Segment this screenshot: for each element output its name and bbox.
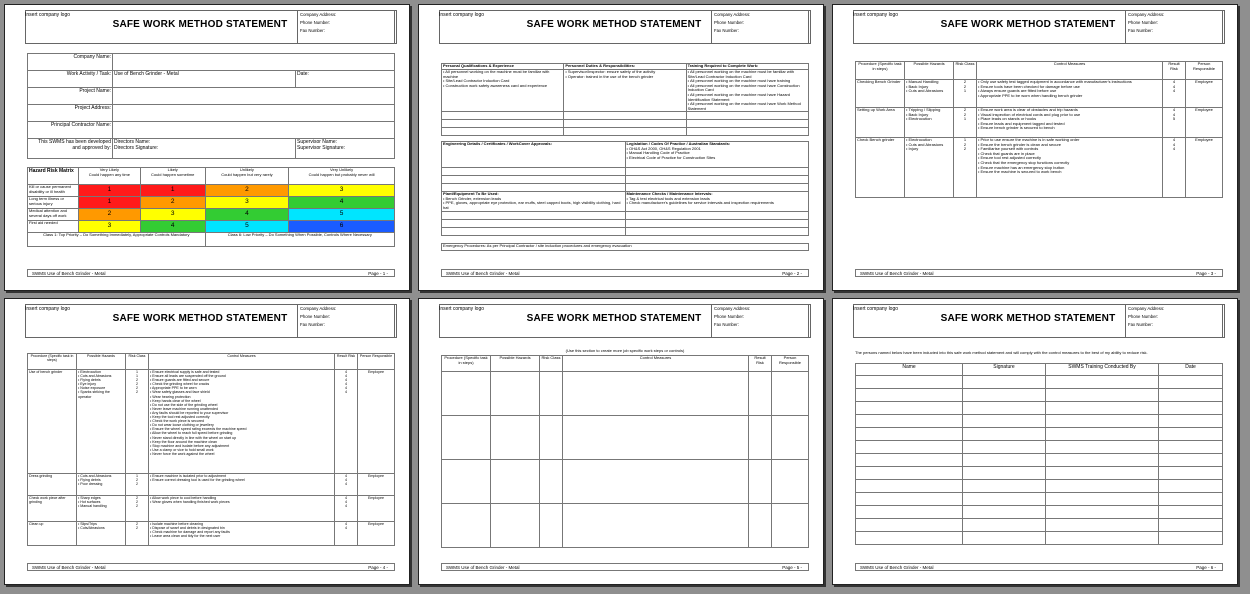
table-row	[856, 506, 1223, 519]
matrix-cell: 1	[140, 185, 205, 197]
logo-placeholder: Insert company logo	[853, 306, 899, 312]
table-row	[856, 402, 1223, 415]
table-row	[856, 441, 1223, 454]
matrix-cell: 5	[289, 209, 395, 221]
table-row	[856, 376, 1223, 389]
page-footer: SWMS Use of Bench Grinder - Metal Page - 1 -	[27, 269, 395, 277]
table-row: Use of bench grinder • Electrocution • Cuts and Abrasions • Flying debris • Eye injury • Noise exposure • Sparks striking the operator 1 1 2 2 2 2 • Ensure electrical supply is safe and tested • Ensure all leads are suspended off the ground • Ensure guards are fitted and secure • Check the grinding wheel for cracks • Appropriate PPE to be worn • Wear safety glasses and face shield • Wear hearing protection • Keep hands clear of the wheel • Do not use the side of the grinding wheel • Never leave machine running unattended • Any faults should be reported to your supervisor • Keep the tool rest adjusted correctly • Check the work piece is secured • Do not wear loose clothing or jewellery • Ensure the wheel speed rating exceeds the machine speed • Allow the wheel to reach full speed before grinding • Never stand directly in line with the wheel on start up • Keep the floor around the machine clean • Stop machine and isolate before any adjustment • Use a clamp or vice to hold small work • Never force the work against the wheel 4 4 4 4 4 4 Employee	[28, 370, 395, 474]
page-title: SAFE WORK METHOD STATEMENT	[526, 313, 702, 324]
table-row	[856, 389, 1223, 402]
page-footer: SWMS Use of Bench Grinder - Metal Page - 4 -	[27, 563, 395, 571]
matrix-cell: 5	[205, 221, 289, 233]
procedure-table: Procedure (Specific task in steps) Possible Hazards Risk Class Control Measures Result Risk Person Responsible	[441, 355, 809, 548]
logo-placeholder: Insert company logo	[439, 12, 485, 18]
project-details-table: Company Name: Work Activity / Task: Use of Bench Grinder - Metal Date: Project Name: Project Address: Principal Contractor Name: This SWMS has been developed and approved by: Directors Name: Directors Signature: Supervisor Name: Supervisor Signature:	[27, 53, 395, 159]
table-row	[856, 428, 1223, 441]
matrix-cell: 3	[289, 185, 395, 197]
matrix-cell: 3	[205, 197, 289, 209]
table-row	[442, 416, 809, 460]
procedure-table: Procedure (Specific task in steps) Possible Hazards Risk Class Control Measures Result Risk Person Responsible Checking Bench Grinder • Manual Handling • Back Injury • Cuts and Abrasions 2 2 1 • Only use safety test tagged equipment in accordance with manufacturer's instructions • Ensure tools have been checked for damage before use • Always ensure guards are fitted before use • Appropriate PPE to be worn when handling bench grinder 4 4 4 Employee Setting up Work Area • Tripping / Slipping • Back Injury • Electrocution 2 2 1 • Ensure work area is clear of obstacles and trip hazards • Visual inspection of electrical cords and plug prior to use • Place leads on stands or hooks • Ensure leads and equipment tagged and tested • Ensure bench grinder is secured to bench 4 4 5 Employee Check Bench grinder • Electrocution • Cuts and Abrasions • Injury 1 2 2 • Prior to use ensure the machine is in safe working order • Ensure the bench grinder is clean and secure • Familiarise yourself with controls • Check that guards are in place • Ensure tool rest adjusted correctly • Check that the emergency stop functions correctly • Ensure machine has an emergency stop button • Ensure the machine is secured to work bench 4 4 4 Employee	[855, 61, 1223, 198]
matrix-cell: 3	[140, 209, 205, 221]
table-row	[442, 460, 809, 504]
matrix-cell: 1	[79, 185, 141, 197]
table-row	[856, 415, 1223, 428]
table-row: Checking Bench Grinder • Manual Handling • Back Injury • Cuts and Abrasions 2 2 1 • Only use safety test tagged equipment in accordance with manufacturer's instructions • Ensure tools have been checked for damage before use • Always ensure guards are fitted before use • Appropriate PPE to be worn when handling bench grinder 4 4 4 Employee	[856, 80, 1223, 108]
matrix-cell: 2	[79, 209, 141, 221]
table-row	[442, 372, 809, 416]
matrix-cell: 6	[289, 221, 395, 233]
page-title: SAFE WORK METHOD STATEMENT	[940, 313, 1116, 324]
company-info: Company Address: Phone Number: Fax Number:	[1125, 304, 1225, 338]
company-info: Company Address: Phone Number: Fax Number:	[1125, 10, 1225, 44]
table-row: Clean up • Slips/Trips • Cuts/Abrasions 2 2 • Isolate machine before cleaning • Dispose of swarf and debris in designated bin • Check machine for damage and report any faults • Leave area clean and tidy for the next user 4 4 Employee	[28, 522, 395, 546]
matrix-cell: 3	[79, 221, 141, 233]
engineering-legislation-table: Engineering Details / Certificates / WorkCover Approvals: Legislation / Codes Of Practice / Australian Standards: • OH&S Act 2000, OH&S Regulation 2001 • Manual Handling Code of Practice • Electrical Code of Practice for Construction Sites	[441, 141, 809, 192]
matrix-cell: 4	[205, 209, 289, 221]
company-info: Company Address: Phone Number: Fax Number:	[711, 10, 811, 44]
table-row: Check Bench grinder • Electrocution • Cuts and Abrasions • Injury 1 2 2 • Prior to use ensure the machine is in safe working order • Ensure the bench grinder is clean and secure • Familiarise yourself with controls • Check that guards are in place • Ensure tool rest adjusted correctly • Check that the emergency stop functions correctly • Ensure machine has an emergency stop button • Ensure the machine is secured to work bench 4 4 4 Employee	[856, 138, 1223, 198]
page-footer: SWMS Use of Bench Grinder - Metal Page - 6 -	[855, 563, 1223, 571]
qualifications-table: Personal Qualifications & Experience Personnel Duties & Responsibilities: Training Required to Complete Work: • All personnel working on the machine must be familiar with machine • Site/Lead Contractor Induction Card • Construction work safety awareness card and experience • Supervisor/Inspector: ensure safety of the activity • Operator: trained in the use of the bench grinder • All personnel working on the machine must be familiar with Site/Lead Contractor Induction Card • All personnel working on the machine must have training • All personnel working on the machine must have Construction Induction Card • All personnel working on the machine must have Hazard Identification Statement • All personnel working on the machine must have Work Method Statement	[441, 63, 809, 136]
plant-maintenance-table: Plant/Equipment To Be Used: • Bench Grinder, extension leads • PPE, gloves, appropriate eye protection, ear muffs, steel capped boots, high visibility clothing, hard hat Maintenance Checks / Maintenance Intervals: • Tag & test electrical tools and extension leads • Check manufacturer's guidelines for service intervals and inspection requirements	[441, 191, 809, 236]
table-row	[442, 504, 809, 548]
page-5	[418, 298, 824, 585]
page-4	[4, 298, 410, 585]
logo-placeholder: Insert company logo	[25, 12, 71, 18]
logo-placeholder: Insert company logo	[853, 12, 899, 18]
emergency-table: Emergency Procedures: As per Principal Contractor / site induction procedures and emergency evacuation	[441, 243, 809, 251]
induction-statement: The persons named below have been inducted into this safe work method statement and will comply with the control measures to the best of my ability to reduce risk.	[855, 350, 1148, 355]
table-row	[856, 532, 1223, 545]
matrix-cell: 2	[140, 197, 205, 209]
page-footer: SWMS Use of Bench Grinder - Metal Page - 3 -	[855, 269, 1223, 277]
hazard-risk-matrix: Hazard Risk Matrix Very Likely Could happen any time Likely Could happen sometime Unlikely Could happen but very rarely Very Unlikely Could happen but probably never will Kill or cause permanent disability or ill health 1 1 2 3 Long term illness or serious injury 1 2 3 4 Medical attention and several days off work 2 3 4 5 First aid needed 3 4 5 6 Class 1: Top Priority – Do Something Immediately, Appropriate Controls Mandatory Class 6: Low Priority – Do Something When Possible, Controls Where Necessary	[27, 167, 395, 247]
page-title: SAFE WORK METHOD STATEMENT	[112, 313, 288, 324]
section-note: (Use this section to create more job specific work steps or controls)	[565, 348, 685, 353]
page-footer: SWMS Use of Bench Grinder - Metal Page - 5 -	[441, 563, 809, 571]
table-row: Setting up Work Area • Tripping / Slipping • Back Injury • Electrocution 2 2 1 • Ensure work area is clear of obstacles and trip hazards • Visual inspection of electrical cords and plug prior to use • Place leads on stands or hooks • Ensure leads and equipment tagged and tested • Ensure bench grinder is secured to bench 4 4 5 Employee	[856, 108, 1223, 138]
table-row	[856, 454, 1223, 467]
table-row	[856, 480, 1223, 493]
page-3	[832, 4, 1238, 291]
page-title: SAFE WORK METHOD STATEMENT	[112, 19, 288, 30]
matrix-cell: 2	[205, 185, 289, 197]
page-1	[4, 4, 410, 291]
company-info: Company Address: Phone Number: Fax Number:	[711, 304, 811, 338]
table-row	[856, 519, 1223, 532]
signoff-table: Name Signature SWMS Training Conducted By Date	[855, 363, 1223, 545]
company-info: Company Address: Phone Number: Fax Number:	[297, 10, 397, 44]
logo-placeholder: Insert company logo	[25, 306, 71, 312]
table-row: Check work piece after grinding • Sharp edges • Hot surfaces • Manual handling 2 2 2 • Allow work piece to cool before handling • Wear gloves when handling finished work pieces 4 4 4 Employee	[28, 496, 395, 522]
table-row	[856, 493, 1223, 506]
logo-placeholder: Insert company logo	[439, 306, 485, 312]
table-row	[856, 467, 1223, 480]
matrix-cell: 4	[140, 221, 205, 233]
page-footer: SWMS Use of Bench Grinder - Metal Page - 2 -	[441, 269, 809, 277]
matrix-cell: 4	[289, 197, 395, 209]
procedure-table: Procedure (Specific task in steps) Possible Hazards Risk Class Control Measures Result Risk Person Responsible Use of bench grinder • Electrocution • Cuts and Abrasions • Flying debris • Eye injury • Noise exposure • Sparks striking the operator 1 1 2 2 2 2 • Ensure electrical supply is safe and tested • Ensure all leads are suspended off the ground • Ensure guards are fitted and secure • Check the grinding wheel for cracks • Appropriate PPE to be worn • Wear safety glasses and face shield • Wear hearing protection • Keep hands clear of the wheel • Do not use the side of the grinding wheel • Never leave machine running unattended • Any faults should be reported to your supervisor • Keep the tool rest adjusted correctly • Check the work piece is secured • Do not wear loose clothing or jewellery • Ensure the wheel speed rating exceeds the machine speed • Allow the wheel to reach full speed before grinding • Never stand directly in line with the wheel on start up • Keep the floor around the machine clean • Stop machine and isolate before any adjustment • Use a clamp or vice to hold small work • Never force the work against the wheel 4 4 4 4 4 4 Employee Dress grinding • Cuts and Abrasions • Flying debris • Poor dressing 1 2 2 • Ensure machine is isolated prior to adjustment • Ensure correct dressing tool is used for the grinding wheel 4 4 4 Employee Check work piece after grinding • Sharp edges • Hot surfaces • Manual handling 2 2 2 • Allow work piece to cool before handling • Wear gloves when handling finished work pieces 4 4 4 Employee Clean up • Slips/Trips • Cuts/Abrasions 2 2 • Isolate machine before cleaning • Dispose of swarf and debris in designated bin • Check machine for damage and report any faults • Leave area clean and tidy for the next user 4 4 Employee	[27, 353, 395, 546]
page-title: SAFE WORK METHOD STATEMENT	[940, 19, 1116, 30]
page-title: SAFE WORK METHOD STATEMENT	[526, 19, 702, 30]
page-2	[418, 4, 824, 291]
page-6	[832, 298, 1238, 585]
table-row: Dress grinding • Cuts and Abrasions • Flying debris • Poor dressing 1 2 2 • Ensure machine is isolated prior to adjustment • Ensure correct dressing tool is used for the grinding wheel 4 4 4 Employee	[28, 474, 395, 496]
matrix-cell: 1	[79, 197, 141, 209]
company-info: Company Address: Phone Number: Fax Number:	[297, 304, 397, 338]
